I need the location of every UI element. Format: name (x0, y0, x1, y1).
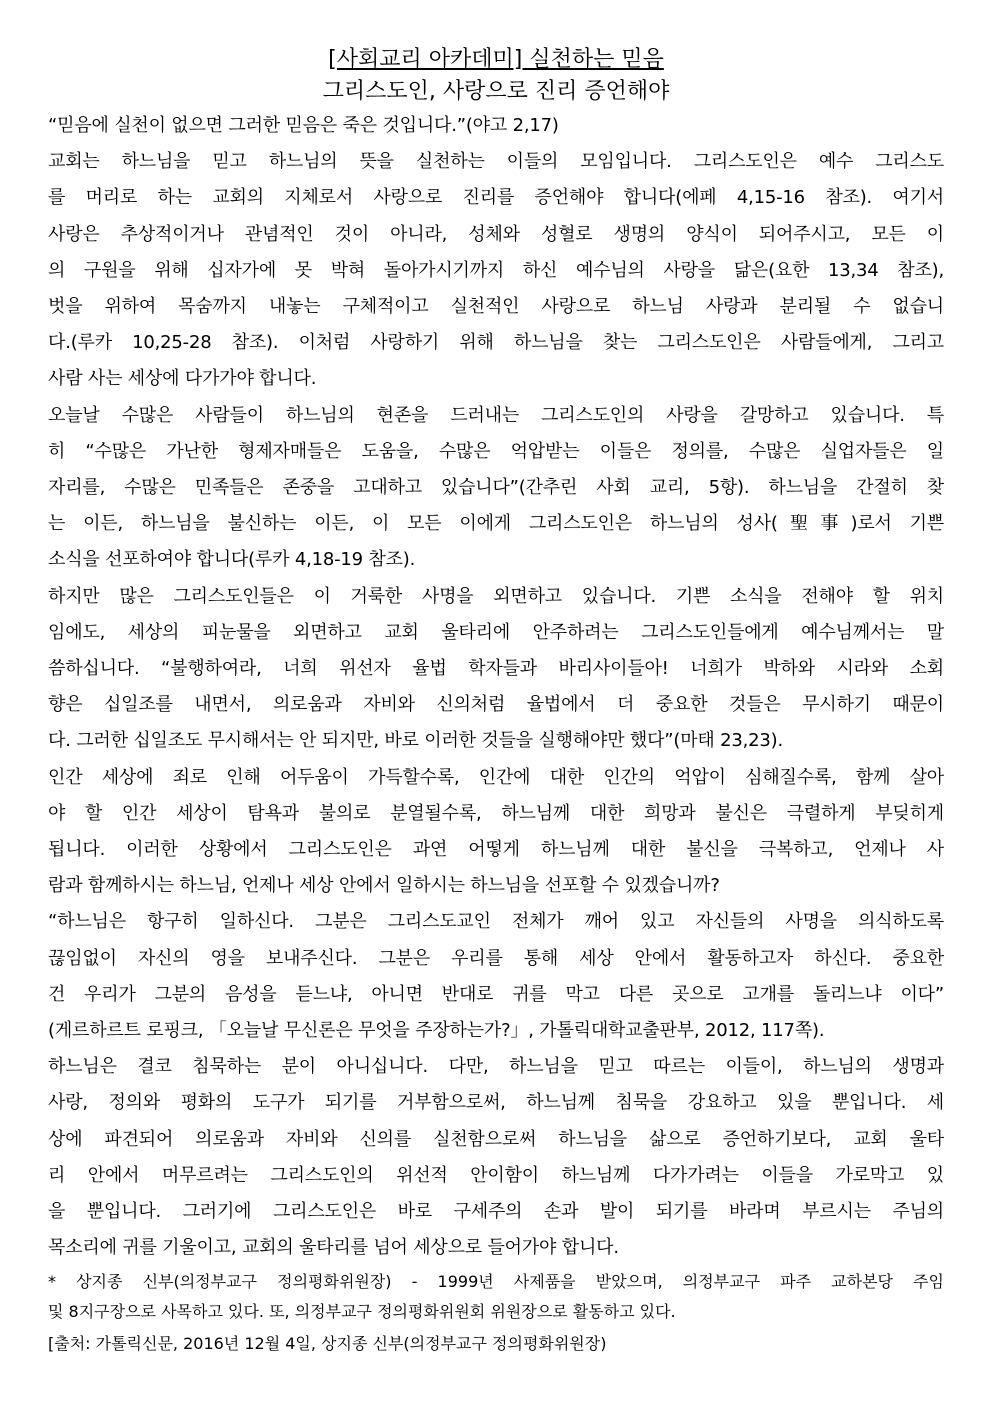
author-footnote (48, 1267, 944, 1327)
paragraph (48, 579, 944, 760)
paragraph-line: 리 안에서 머무르려는 그리스도인의 위선적 안이함이 하느님께 다가가려는 이들을 가로막고 있 (48, 1164, 944, 1186)
paragraph-line: 목소리에 귀를 기울이고, 교회의 울타리를 넘어 세상으로 들어가야 합니다. (48, 1237, 619, 1259)
paragraph-line: 상에 파견되어 의로움과 자비와 신의를 실천함으로써 하느님을 삶으로 증언하기보다, 교회 울타 (48, 1128, 944, 1150)
paragraph-line: 소식을 선포하여야 합니다(루카 4,18-19 참조). (48, 549, 416, 571)
paragraph-line: 을 뿐입니다. 그러기에 그리스도인은 바로 구세주의 손과 발이 되기를 바라며 부르시는 주님의 (48, 1201, 944, 1223)
paragraph-line: 자리를, 수많은 민족들은 존중을 고대하고 있습니다”(간추린 사회 교리, 5항). 하느님을 간절히 찾 (48, 477, 944, 499)
paragraph-line: 벗을 위하여 목숨까지 내놓는 구체적이고 실천적인 사랑으로 하느님 사랑과 분리될 수 없습니 (48, 296, 944, 318)
footnote-line: * 상지종 신부(의정부교구 정의평화위원장) - 1999년 사제품을 받았으며, 의정부교구 파주 교하본당 주임 (48, 1271, 944, 1291)
paragraph-line: 교회는 하느님을 믿고 하느님의 뜻을 실천하는 이들의 모임입니다. 그리스도인은 예수 그리스도 (48, 151, 944, 173)
paragraph-line: 히 “수많은 가난한 형제자매들은 도움을, 수많은 억압받는 이들은 정의를, 수많은 실업자들은 일 (48, 440, 944, 462)
paragraph (48, 760, 944, 905)
paragraph (48, 904, 944, 1049)
paragraph-line: 건 우리가 그분의 음성을 듣느냐, 아니면 반대로 귀를 막고 다른 곳으로 고개를 돌리느냐 이다” (48, 983, 944, 1005)
document-page (48, 44, 944, 1359)
paragraph (48, 1049, 944, 1266)
paragraph (48, 108, 944, 144)
page-title: [사회교리 아카데미] 실천하는 믿음 (328, 47, 664, 72)
paragraph-line: 사람 사는 세상에 다가가야 합니다. (48, 368, 317, 390)
paragraph (48, 144, 944, 397)
paragraph-line: 람과 함께하시는 하느님, 언제나 세상 안에서 일하시는 하느님을 선포할 수 있겠습니까? (48, 875, 720, 897)
paragraph-line: 하지만 많은 그리스도인들은 이 거룩한 사명을 외면하고 있습니다. 기쁜 소식을 전해야 할 위치 (48, 585, 945, 607)
article-body (48, 108, 944, 1267)
paragraph-line: 는 이든, 하느님을 불신하는 이든, 이 모든 이에게 그리스도인은 하느님의 성사(聖事)로서 기쁜 (48, 513, 944, 535)
footnote-line: 및 8지구장으로 사목하고 있다. 또, 의정부교구 정의평화위원회 위원장으로 활동하고 있다. (48, 1301, 676, 1321)
source-citation: [출처: 가톨릭신문, 2016년 12월 4일, 상지종 신부(의정부교구 정의평화위원장) (48, 1333, 607, 1353)
paragraph-line: 오늘날 수많은 사람들이 하느님의 현존을 드러내는 그리스도인의 사랑을 갈망하고 있습니다. 특 (48, 404, 944, 426)
page-subtitle: 그리스도인, 사랑으로 진리 증언해야 (322, 79, 670, 104)
paragraph-line: 끊임없이 자신의 영을 보내주신다. 그분은 우리를 통해 세상 안에서 활동하고자 하신다. 중요한 (48, 947, 944, 969)
paragraph-line: 야 할 인간 세상이 탐욕과 불의로 분열될수록, 하느님께 대한 희망과 불신은 극렬하게 부딪히게 (48, 802, 945, 824)
paragraph-line: 사랑, 정의와 평화의 도구가 되기를 거부함으로써, 하느님께 침묵을 강요하고 있을 뿐입니다. 세 (48, 1092, 944, 1114)
paragraph-line: 다. 그러한 십일조도 무시해서는 안 되지만, 바로 이러한 것들을 실행해야만 했다”(마태 23,23). (48, 730, 783, 752)
paragraph-line: 다.(루카 10,25-28 참조). 이처럼 사랑하기 위해 하느님을 찾는 그리스도인은 사람들에게, 그리고 (48, 332, 944, 354)
paragraph-line: 향은 십일조를 내면서, 의로움과 자비와 신의처럼 율법에서 더 중요한 것들은 무시하기 때문이 (48, 694, 944, 716)
paragraph-line: “하느님은 항구히 일하신다. 그분은 그리스도교인 전체가 깨어 있고 자신들의 사명을 의식하도록 (48, 911, 944, 933)
paragraph-line: 사랑은 추상적이거나 관념적인 것이 아니라, 성체와 성혈로 생명의 양식이 되어주시고, 모든 이 (48, 223, 944, 245)
paragraph-line: 하느님은 결코 침묵하는 분이 아니십니다. 다만, 하느님을 믿고 따르는 이들이, 하느님의 생명과 (48, 1056, 944, 1078)
paragraph-line: 됩니다. 이러한 상황에서 그리스도인은 과연 어떻게 하느님께 대한 불신을 극복하고, 언제나 사 (48, 839, 944, 861)
paragraph-line: 를 머리로 하는 교회의 지체로서 사랑으로 진리를 증언해야 합니다(에페 4,15-16 참조). 여기서 (48, 187, 944, 209)
paragraph (48, 398, 944, 579)
paragraph-line: (게르하르트 로핑크, 「오늘날 무신론은 무엇을 주장하는가?」, 가톨릭대학교출판부, 2012, 117쪽). (48, 1020, 825, 1042)
paragraph-line: 씀하십니다. “불행하여라, 너희 위선자 율법 학자들과 바리사이들아! 너희가 박하와 시라와 소회 (48, 658, 944, 680)
paragraph-line: 인간 세상에 죄로 인해 어두움이 가득할수록, 인간에 대한 인간의 억압이 심해질수록, 함께 살아 (48, 766, 944, 788)
paragraph-line: 임에도, 세상의 피눈물을 외면하고 교회 울타리에 안주하려는 그리스도인들에게 예수님께서는 말 (48, 621, 944, 643)
paragraph-line: “믿음에 실천이 없으면 그러한 믿음은 죽은 것입니다.”(야고 2,17) (48, 115, 559, 136)
paragraph-line: 의 구원을 위해 십자가에 못 박혀 돌아가시기까지 하신 예수님의 사랑을 닮은(요한 13,34 참조), (48, 259, 944, 281)
